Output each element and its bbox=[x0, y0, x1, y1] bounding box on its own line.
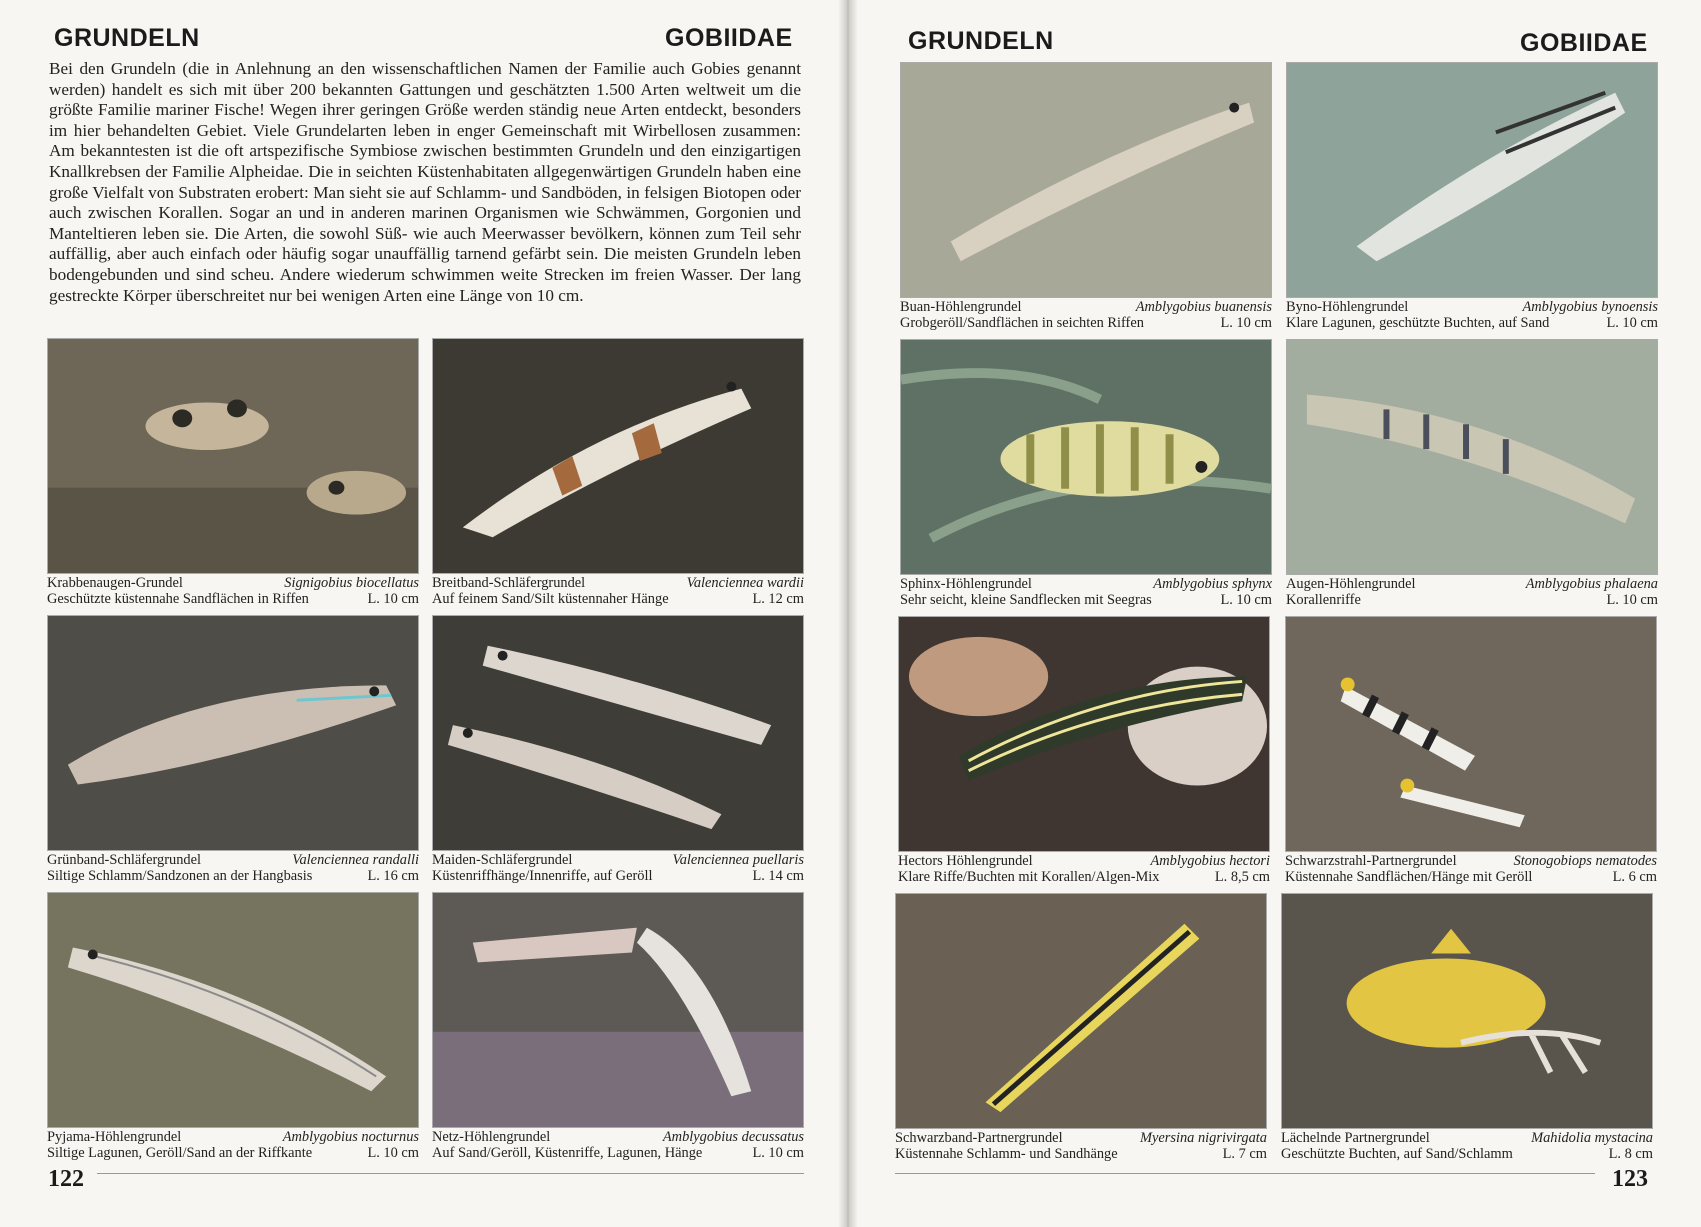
species-card bbox=[900, 62, 1272, 331]
species-size: L. 10 cm bbox=[367, 591, 419, 607]
species-habitat: Korallenriffe bbox=[1286, 592, 1361, 608]
left-header-title: GRUNDELN bbox=[54, 24, 200, 52]
species-card bbox=[432, 892, 804, 1161]
species-size: L. 8,5 cm bbox=[1214, 869, 1270, 885]
species-scientific-name: Valenciennea wardii bbox=[686, 575, 804, 591]
fish-photo bbox=[432, 615, 804, 851]
species-habitat: Küstennahe Sandflächen/Hänge mit Geröll bbox=[1285, 869, 1533, 885]
species-habitat: Klare Lagunen, geschützte Buchten, auf Sand bbox=[1286, 315, 1550, 331]
species-common-name: Schwarzstrahl-Partnergrundel bbox=[1285, 853, 1457, 869]
footer-rule bbox=[895, 1173, 1595, 1174]
species-card bbox=[1285, 616, 1657, 885]
species-size: L. 10 cm bbox=[752, 1145, 804, 1161]
species-size: L. 10 cm bbox=[1220, 315, 1272, 331]
species-common-name: Augen-Höhlengrundel bbox=[1286, 576, 1416, 592]
species-card bbox=[1286, 339, 1658, 608]
species-common-name: Hectors Höhlengrundel bbox=[898, 853, 1033, 869]
species-habitat: Küstenriffhänge/Innenriffe, auf Geröll bbox=[432, 868, 653, 884]
left-header-family: GOBIIDAE bbox=[665, 24, 793, 52]
species-card bbox=[47, 338, 419, 607]
page-number: 123 bbox=[1612, 1166, 1648, 1192]
fish-photo bbox=[900, 339, 1272, 575]
species-habitat: Auf Sand/Geröll, Küstenriffe, Lagunen, Hänge bbox=[432, 1145, 703, 1161]
species-scientific-name: Amblygobius buanensis bbox=[1135, 299, 1272, 315]
species-card bbox=[47, 615, 419, 884]
species-common-name: Breitband-Schläfergrundel bbox=[432, 575, 586, 591]
species-size: L. 10 cm bbox=[367, 1145, 419, 1161]
species-size: L. 10 cm bbox=[1606, 592, 1658, 608]
species-common-name: Byno-Höhlengrundel bbox=[1286, 299, 1409, 315]
species-scientific-name: Valenciennea puellaris bbox=[672, 852, 804, 868]
species-habitat: Siltige Lagunen, Geröll/Sand an der Riffkante bbox=[47, 1145, 313, 1161]
species-common-name: Sphinx-Höhlengrundel bbox=[900, 576, 1032, 592]
species-scientific-name: Mahidolia mystacina bbox=[1531, 1130, 1653, 1146]
fish-photo bbox=[1286, 339, 1658, 575]
intro-paragraph: Bei den Grundeln (die in Anlehnung an den wissenschaftlichen Namen der Familie auch Gobies genannt werden) handelt es sich mit über 200 bekannten Gattungen und geschätzten 1.500 Arten weltweit um die größte Familie mariner Fische! Wegen ihrer geringen Größe werden ständig neue Arten entdeckt, besonders im hier behandelten Gebiet. Viele Grundelarten leben in enger Gemeinschaft mit Wirbellosen zusammen: Am bekanntesten ist die oft artspezifische Symbiose zwischen bestimmten Grundeln und den einzigartigen Knallkrebsen der Familie Alpheidae. Die in seichten Küstenhabitaten allgegenwärtigen Grundeln haben eine große Vielfalt von Substraten erobert: Man sieht sie auf Schlamm- und Sandböden, in felsigen Biotopen oder auch zwischen Korallen. Sogar an und in anderen marinen Organismen wie Schwämmen, Gorgonien und Manteltieren leben sie. Die Arten, die sowohl Süß- wie auch Meerwasser bevölkern, können zum Teil sehr auffällig, aber auch einfach oder häufig sogar unauffällig tarnend gefärbt sein. Die meisten Grundeln leben bodengebunden und sind scheu. Andere wiederum schwimmen weite Strecken im freien Wasser. Der lang gestreckte Körper überschreitet nur bei wenigen Arten eine Länge von 10 cm. bbox=[49, 59, 801, 305]
species-card bbox=[432, 615, 804, 884]
species-card bbox=[900, 339, 1272, 608]
species-scientific-name: Amblygobius nocturnus bbox=[282, 1129, 419, 1145]
species-common-name: Schwarzband-Partnergrundel bbox=[895, 1130, 1063, 1146]
species-common-name: Pyjama-Höhlengrundel bbox=[47, 1129, 182, 1145]
fish-photo bbox=[1281, 893, 1653, 1129]
fish-photo bbox=[432, 338, 804, 574]
species-size: L. 8 cm bbox=[1608, 1146, 1653, 1162]
fish-photo bbox=[900, 62, 1272, 298]
species-scientific-name: Amblygobius sphynx bbox=[1153, 576, 1272, 592]
species-habitat: Geschützte küstennahe Sandflächen in Riffen bbox=[47, 591, 309, 607]
species-habitat: Klare Riffe/Buchten mit Korallen/Algen-Mix bbox=[898, 869, 1160, 885]
species-scientific-name: Stonogobiops nematodes bbox=[1513, 853, 1657, 869]
species-common-name: Maiden-Schläfergrundel bbox=[432, 852, 573, 868]
species-scientific-name: Amblygobius decussatus bbox=[662, 1129, 804, 1145]
species-size: L. 12 cm bbox=[752, 591, 804, 607]
species-habitat: Grobgeröll/Sandflächen in seichten Riffen bbox=[900, 315, 1144, 331]
species-scientific-name: Amblygobius phalaena bbox=[1525, 576, 1658, 592]
species-common-name: Krabbenaugen-Grundel bbox=[47, 575, 183, 591]
fish-photo bbox=[432, 892, 804, 1128]
species-size: L. 14 cm bbox=[752, 868, 804, 884]
fish-photo bbox=[47, 338, 419, 574]
species-scientific-name: Valenciennea randalli bbox=[292, 852, 419, 868]
species-card bbox=[1281, 893, 1653, 1162]
species-card bbox=[47, 892, 419, 1161]
species-card bbox=[895, 893, 1267, 1162]
species-size: L. 10 cm bbox=[1606, 315, 1658, 331]
species-habitat: Sehr seicht, kleine Sandflecken mit Seegras bbox=[900, 592, 1152, 608]
species-size: L. 7 cm bbox=[1222, 1146, 1267, 1162]
species-card bbox=[898, 616, 1270, 885]
species-scientific-name: Amblygobius bynoensis bbox=[1522, 299, 1658, 315]
species-habitat: Siltige Schlamm/Sandzonen an der Hangbasis bbox=[47, 868, 313, 884]
fish-photo bbox=[1285, 616, 1657, 852]
fish-photo bbox=[895, 893, 1267, 1129]
right-header-family: GOBIIDAE bbox=[1520, 29, 1648, 57]
fish-photo bbox=[47, 892, 419, 1128]
species-scientific-name: Signigobius biocellatus bbox=[284, 575, 419, 591]
fish-photo bbox=[1286, 62, 1658, 298]
species-habitat: Auf feinem Sand/Silt küstennaher Hänge bbox=[432, 591, 669, 607]
species-scientific-name: Myersina nigrivirgata bbox=[1140, 1130, 1267, 1146]
species-common-name: Lächelnde Partnergrundel bbox=[1281, 1130, 1430, 1146]
species-size: L. 16 cm bbox=[367, 868, 419, 884]
fish-photo bbox=[47, 615, 419, 851]
species-size: L. 10 cm bbox=[1220, 592, 1272, 608]
species-common-name: Netz-Höhlengrundel bbox=[432, 1129, 551, 1145]
species-size: L. 6 cm bbox=[1612, 869, 1657, 885]
page-number: 122 bbox=[48, 1166, 84, 1192]
species-common-name: Grünband-Schläfergrundel bbox=[47, 852, 201, 868]
species-habitat: Geschützte Buchten, auf Sand/Schlamm bbox=[1281, 1146, 1513, 1162]
species-habitat: Küstennahe Schlamm- und Sandhänge bbox=[895, 1146, 1118, 1162]
right-header-title: GRUNDELN bbox=[908, 27, 1054, 55]
footer-rule bbox=[97, 1173, 804, 1174]
fish-photo bbox=[898, 616, 1270, 852]
species-scientific-name: Amblygobius hectori bbox=[1150, 853, 1270, 869]
species-card bbox=[432, 338, 804, 607]
species-card bbox=[1286, 62, 1658, 331]
species-common-name: Buan-Höhlengrundel bbox=[900, 299, 1022, 315]
book-gutter bbox=[838, 0, 858, 1227]
